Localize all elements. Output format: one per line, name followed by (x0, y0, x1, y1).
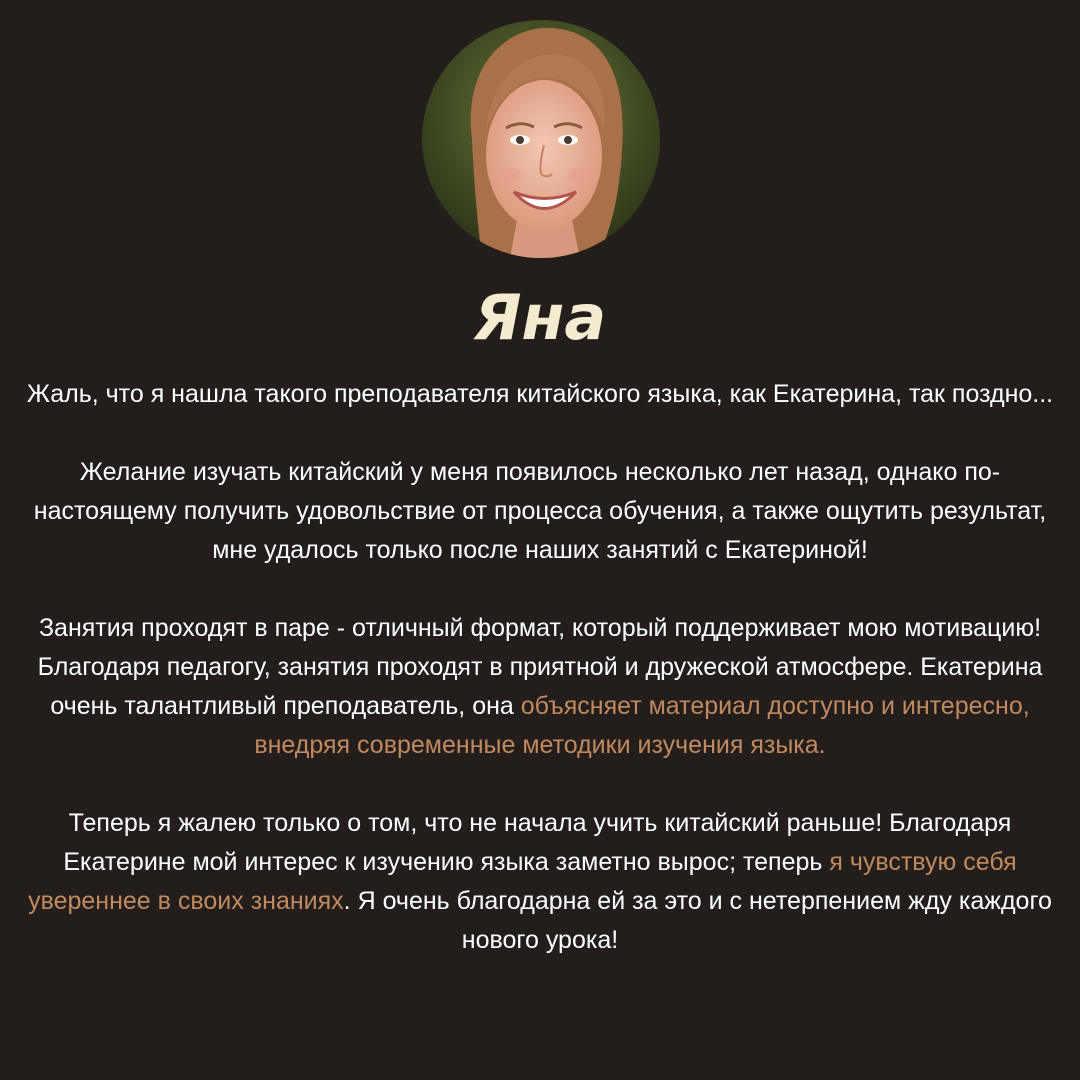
avatar (422, 20, 660, 258)
avatar-photo (422, 20, 660, 258)
review-paragraph-4-text: Теперь я жалею только о том, что не начала учить китайский раньше! Благодаря Екатерине мой интерес к изучению языка заметно вырос; теперь (63, 809, 1012, 876)
review-paragraph-3-highlight: объясняет материал доступно и интересно, внедряя современные методики изучения языка. (254, 692, 1030, 759)
review-paragraph-4-end: . Я очень благодарна ей за это и с нетерпением жду каждого нового урока! (343, 887, 1052, 954)
review-paragraph-4 (20, 804, 1060, 960)
review-text (20, 375, 1060, 960)
review-paragraph-2: Желание изучать китайский у меня появилось несколько лет назад, однако по-настоящему получить удовольствие от процесса обучения, а также ощутить результат, мне удалось только после наших занятий с Екатериной! (33, 458, 1047, 564)
reviewer-name: Яна (473, 281, 607, 354)
review-paragraph-3 (20, 609, 1060, 765)
review-paragraph-3-text: Занятия проходят в паре - отличный формат, который поддерживает мою мотивацию! Благодаря педагогу, занятия проходят в приятной и дружеской атмосфере. Екатерина очень талантливый преподаватель, она (37, 614, 1043, 720)
review-paragraph-1: Жаль, что я нашла такого преподавателя китайского языка, как Екатерина, так поздно... (26, 380, 1054, 408)
review-paragraph-4-highlight: я чувствую себя увереннее в своих знаниях (28, 848, 1017, 915)
